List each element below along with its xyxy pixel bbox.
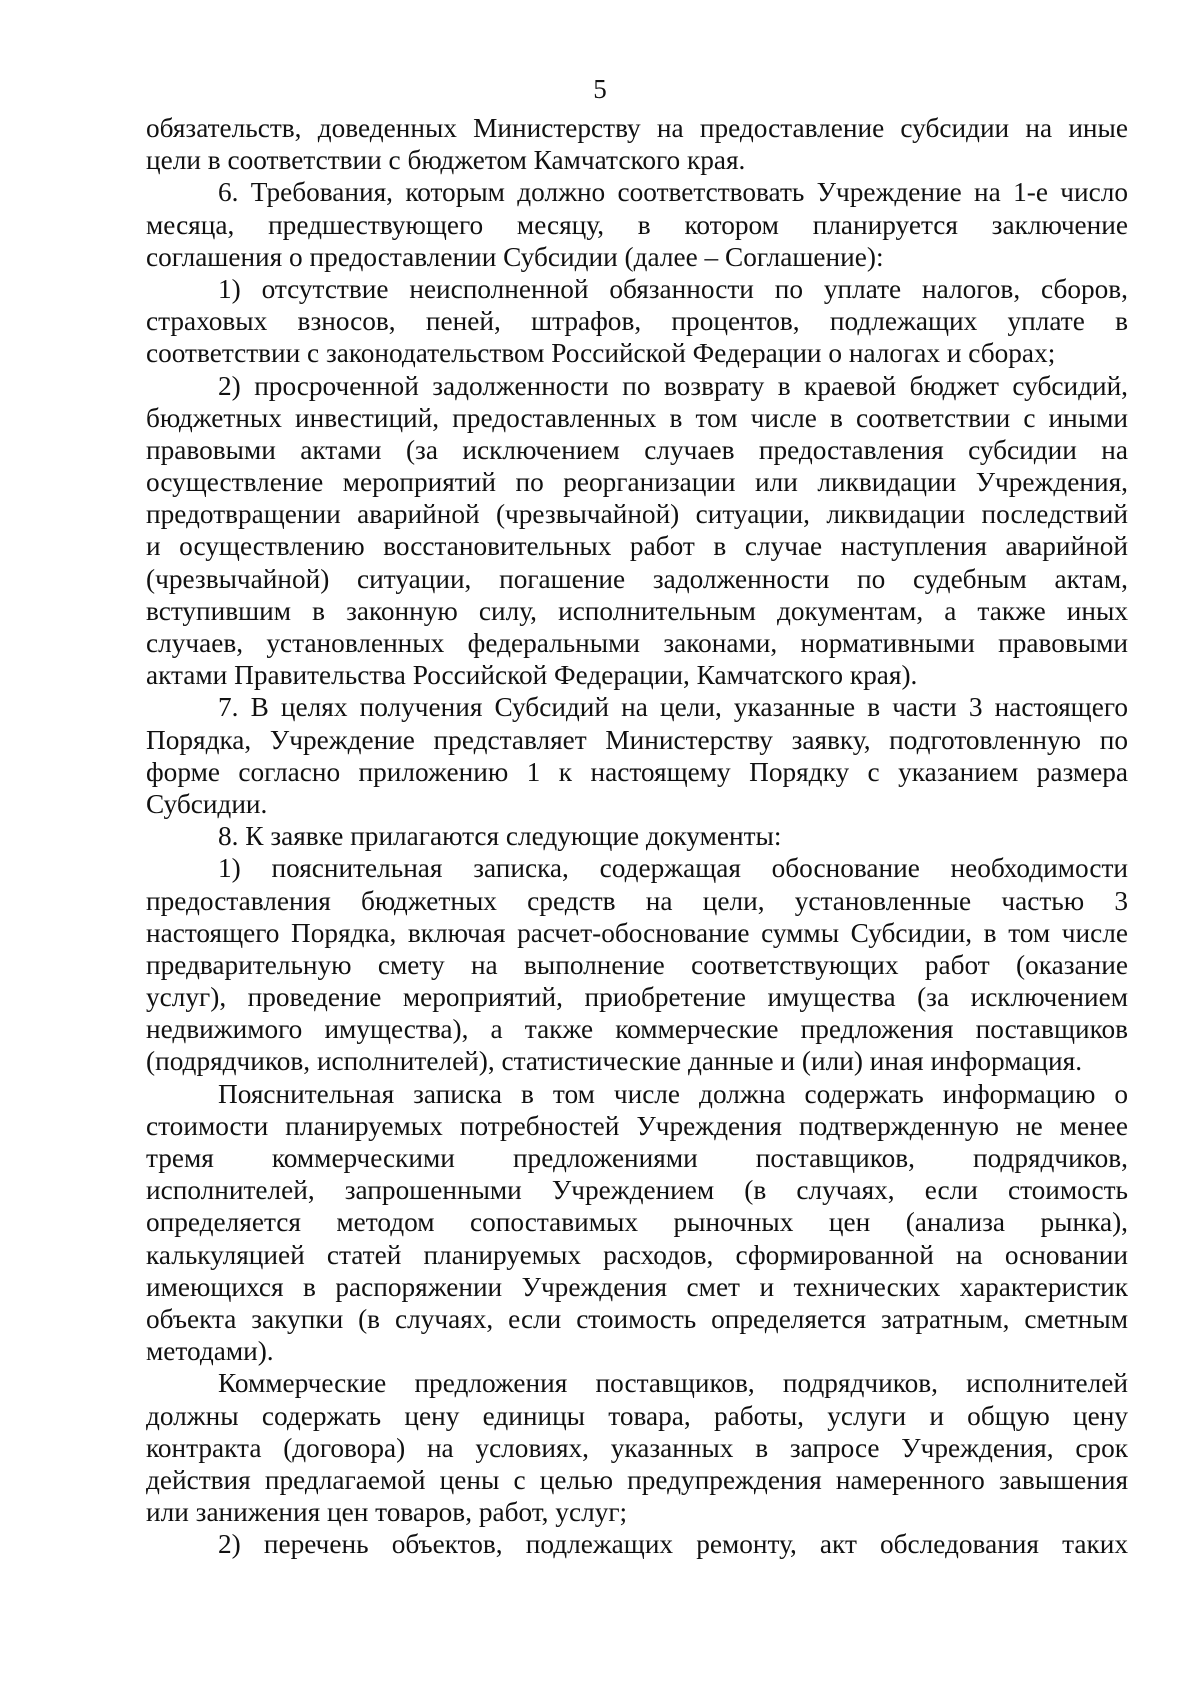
text-line: имеющихся в распоряжении Учреждения смет и технических характеристик [146,1271,1128,1302]
text-line: 6. Требования, которым должно соответствовать Учреждение на 1-е число [218,177,1128,208]
text-line: 1) отсутствие неисполненной обязанности по уплате налогов, сборов, [218,273,1128,304]
text-line: (подрядчиков, исполнителей), статистические данные и (или) иная информация. [146,1046,1083,1077]
text-line: месяца, предшествующего месяцу, в котором планируется заключение [146,209,1128,240]
text-line: настоящего Порядка, включая расчет-обоснование суммы Субсидии, в том числе [146,917,1128,948]
text-line: или занижения цен товаров, работ, услуг; [146,1497,628,1528]
text-line: предварительную смету на выполнение соответствующих работ (оказание [146,949,1128,980]
document-body [146,112,1128,1560]
text-line: Пояснительная записка в том числе должна содержать информацию о [218,1078,1128,1109]
text-line: 2) перечень объектов, подлежащих ремонту, акт обследования таких [218,1529,1128,1560]
text-line: объекта закупки (в случаях, если стоимость определяется затратным, сметным [146,1303,1128,1334]
text-line: действия предлагаемой цены с целью предупреждения намеренного завышения [146,1464,1128,1495]
text-line: бюджетных инвестиций, предоставленных в том числе в соответствии с иными [146,402,1128,433]
text-line: случаев, установленных федеральными законами, нормативными правовыми [146,628,1128,658]
text-line: актами Правительства Российской Федерации, Камчатского края). [146,660,918,691]
text-line: форме согласно приложению 1 к настоящему Порядку с указанием размера [146,756,1128,787]
text-line: исполнителей, запрошенными Учреждением (в случаях, если стоимость [146,1175,1128,1206]
text-line: услуг), проведение мероприятий, приобретение имущества (за исключением [146,982,1128,1013]
text-line: недвижимого имущества), а также коммерческие предложения поставщиков [146,1014,1128,1045]
page-number: 5 [593,74,607,104]
text-line: правовыми актами (за исключением случаев предоставления субсидии на [146,434,1128,465]
text-line: Субсидии. [146,788,268,819]
text-line: вступившим в законную силу, исполнительным документам, а также иных [146,595,1128,626]
text-line: (чрезвычайной) ситуации, погашение задолженности по судебным актам, [146,563,1128,594]
text-line: стоимости планируемых потребностей Учреждения подтвержденную не менее [146,1110,1128,1141]
text-line: определяется методом сопоставимых рыночных цен (анализа рынка), [146,1207,1128,1238]
text-line: контракта (договора) на условиях, указанных в запросе Учреждения, срок [146,1432,1128,1463]
text-line: предоставления бюджетных средств на цели, установленные частью 3 [146,885,1128,916]
text-line: 8. К заявке прилагаются следующие документы: [218,821,782,852]
text-line: калькуляцией статей планируемых расходов, сформированной на основании [146,1239,1128,1270]
text-line: страховых взносов, пеней, штрафов, процентов, подлежащих уплате в [146,306,1128,337]
text-line: Порядка, Учреждение представляет Министерству заявку, подготовленную по [146,724,1128,755]
text-line: тремя коммерческими предложениями поставщиков, подрядчиков, [146,1143,1128,1173]
text-line: соответствии с законодательством Российской Федерации о налогах и сборах; [146,338,1056,369]
text-line: и осуществлению восстановительных работ в случае наступления аварийной [146,531,1128,562]
text-line: Коммерческие предложения поставщиков, подрядчиков, исполнителей [218,1368,1128,1399]
text-line: 7. В целях получения Субсидий на цели, указанные в части 3 настоящего [218,692,1128,723]
text-line: 1) пояснительная записка, содержащая обоснование необходимости [218,853,1128,884]
text-line: цели в соответствии с бюджетом Камчатского края. [146,145,746,176]
text-line: предотвращении аварийной (чрезвычайной) ситуации, ликвидации последствий [146,499,1128,530]
text-line: должны содержать цену единицы товара, работы, услуги и общую цену [146,1400,1128,1431]
text-line: обязательств, доведенных Министерству на предоставление субсидии на иные [146,113,1128,143]
text-line: соглашения о предоставлении Субсидии (далее – Соглашение): [146,241,884,272]
text-line: методами). [146,1336,274,1367]
text-line: осуществление мероприятий по реорганизации или ликвидации Учреждения, [146,467,1128,498]
text-line: 2) просроченной задолженности по возврату в краевой бюджет субсидий, [218,370,1128,401]
